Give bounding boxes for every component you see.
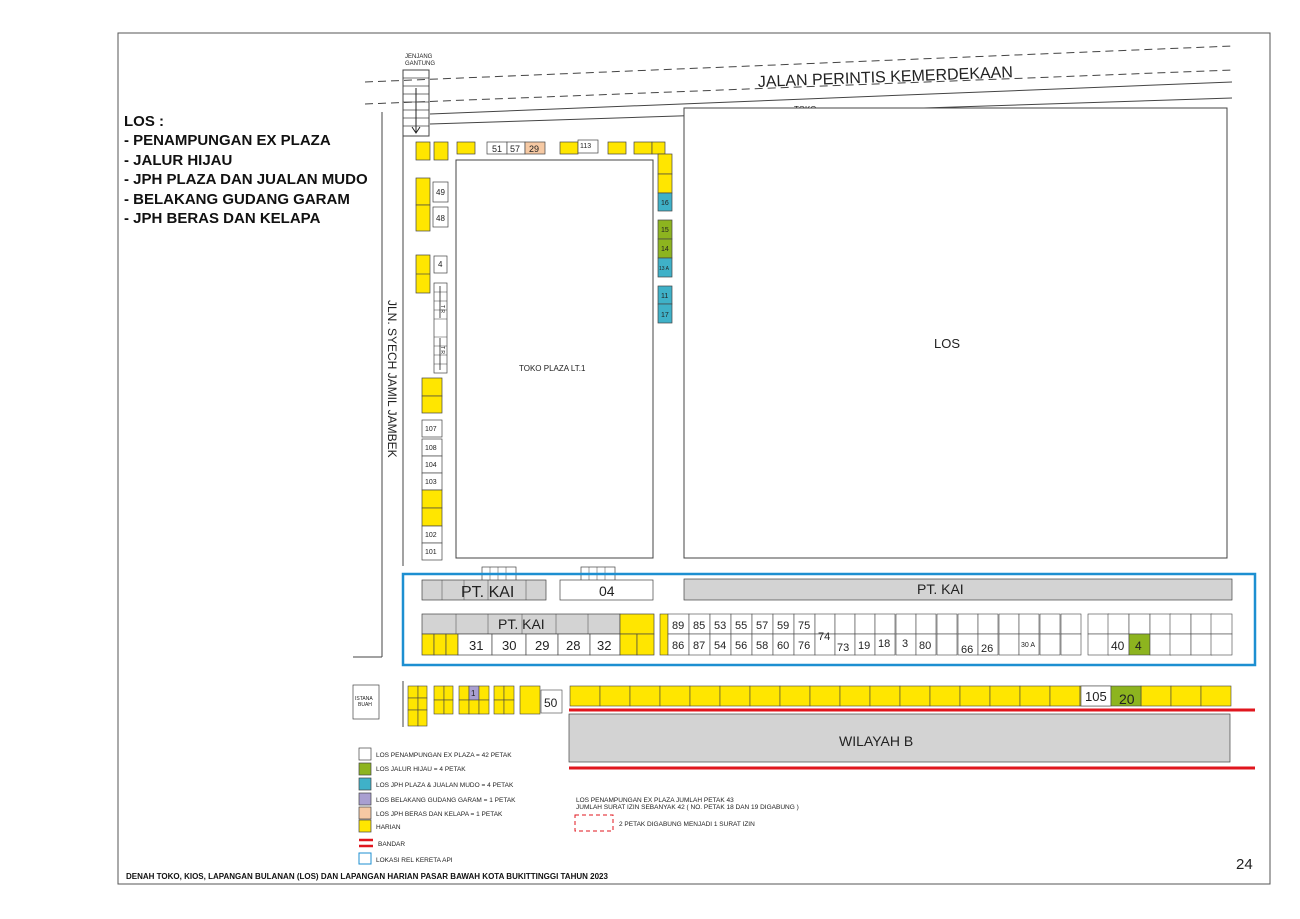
stairs-tr-label-2: T R [439,346,445,354]
pt-kai-label-2: PT. KAI [917,581,964,597]
harian-stall [870,686,900,706]
legend-label-5: LOS JPH BERAS DAN KELAPA = 1 PETAK [376,811,503,818]
stall-cell [1088,614,1109,634]
stall-cell [1040,634,1060,655]
stall-label-17: 17 [661,312,669,319]
stall-label-misc: 30 A [1021,642,1036,649]
stall-cell [1191,614,1212,634]
stall-label-1: 1 [471,689,476,698]
stall-cell [835,614,855,634]
stall-cell [855,614,875,634]
stall-label-misc: 66 [961,644,974,656]
harian-stall [720,686,750,706]
harian-stall [1050,686,1080,706]
stall-label-103: 103 [425,479,437,486]
plaza-right-column [658,154,672,323]
stall-cell [1061,614,1081,634]
stall-label-misc: 3 [902,638,909,650]
note-line-2: JUMLAH SURAT IZIN SEBANYAK 42 ( NO. PETAK 18 DAN 19 DIGABUNG ) [576,804,799,811]
harian-stall [570,686,600,706]
stall-label-lower: 60 [777,640,790,652]
legend-swatch-6 [359,820,371,832]
stall-label-108: 108 [425,445,437,452]
stall-cell [916,614,936,634]
stall-cell [1170,614,1191,634]
stall-cell [999,614,1019,634]
los-item-1: - PENAMPUNGAN EX PLAZA [124,132,331,149]
harian-stall [630,686,660,706]
stairs-tr [434,283,447,373]
legend-swatch-1 [359,748,371,760]
harian-stall [810,686,840,706]
los-heading: LOS : [124,113,164,130]
toko-plaza-block [456,160,653,558]
legend-label-4: LOS BELAKANG GUDANG GARAM = 1 PETAK [376,797,516,804]
legend-label-rel: LOKASI REL KERETA API [376,857,453,864]
stall-cell [958,614,978,634]
stall-label-101: 101 [425,549,437,556]
road-label-syech: JLN. SYECH JAMIL JAMBEK [385,300,399,458]
harian-stall [1171,686,1201,706]
harian-stall [960,686,990,706]
legend-swatch-4 [359,793,371,805]
stall-label-51: 51 [492,144,503,154]
stall-label-misc: 74 [818,631,831,643]
stall-label-113: 113 [580,143,592,150]
stall-label-lower: 87 [693,640,706,652]
stall-label-29: 29 [529,144,540,154]
note-line-1: LOS PENAMPUNGAN EX PLAZA JUMLAH PETAK 43 [576,797,734,804]
stall-cell [875,614,895,634]
stall-cell [1040,614,1060,634]
stall-label-lower: 86 [672,640,685,652]
harian-stall [780,686,810,706]
toko-plaza-label: TOKO PLAZA LT.1 [519,364,586,373]
stall-label-04: 04 [599,583,615,599]
stall-label-lower: 76 [798,640,811,652]
stall-label-30: 30 [502,638,517,653]
legend-swatch-3 [359,778,371,790]
stall-label-lower: 54 [714,640,727,652]
stall-cell [937,634,957,655]
harian-stall [660,686,690,706]
road-label-perintis: JALAN PERINTIS KEMERDEKAAN [757,64,1014,91]
stall-label-upper: 59 [777,620,790,632]
stall-label-49: 49 [436,188,445,197]
plaza-left-column [416,178,448,560]
stall-label-31: 31 [469,638,484,653]
stall-label-50: 50 [544,696,558,710]
harian-stall [600,686,630,706]
stall-label-misc: 80 [919,640,932,652]
stall-cell [1129,614,1150,634]
stall-label-11: 11 [661,293,669,300]
los-item-4: - BELAKANG GUDANG GARAM [124,191,350,208]
harian-stall [690,686,720,706]
stall-label-4-left: 4 [438,260,443,269]
stall-label-28: 28 [566,638,581,653]
stall-cell [1150,634,1171,655]
harian-stall [840,686,870,706]
stall-cell [978,614,998,634]
stall-cell [1088,634,1109,655]
pt-kai-label-3: PT. KAI [498,616,545,632]
row-right-stalls [660,614,1232,656]
wilayah-b-label: WILAYAH B [839,733,914,749]
stall-label-upper: 57 [756,620,769,632]
stall-label-upper: 55 [735,620,748,632]
road-jln-syech [353,112,403,657]
stall-label-14: 14 [661,246,669,253]
stall-label-lower: 56 [735,640,748,652]
stall-label-20: 20 [1119,691,1135,707]
stall-cell [1211,614,1232,634]
page-number: 24 [1236,856,1253,873]
istana-label-1: ISTANA [355,696,373,702]
stall-label-upper: 53 [714,620,727,632]
stall-label-13a: 13 A [659,266,670,272]
pt-kai-label-1: PT. KAI [461,584,515,601]
stall-label-29-row: 29 [535,638,550,653]
row-mid-stalls [422,614,654,655]
stall-label-misc: 26 [981,643,994,655]
stall-label-105: 105 [1085,689,1107,704]
los-label: LOS [934,336,961,351]
merged-petak-swatch [575,815,613,831]
stall-cell [999,634,1019,655]
footer-title: DENAH TOKO, KIOS, LAPANGAN BULANAN (LOS) DAN LAPANGAN HARIAN PASAR BAWAH KOTA BUKITTINGGI TAHUN 2023 [126,872,608,881]
legend-swatch-2 [359,763,371,775]
jenjang-label-2: GANTUNG [405,61,435,67]
stall-cell [1150,614,1171,634]
harian-stall [1020,686,1050,706]
stall-label-upper: 89 [672,620,685,632]
stall-label-15: 15 [661,227,669,234]
los-item-2: - JALUR HIJAU [124,152,233,169]
stall-label-4-green: 4 [1135,639,1142,653]
top-row-stalls [416,140,665,160]
istana-label-2: BUAH [358,702,372,708]
stall-label-40: 40 [1111,639,1125,653]
harian-stall [990,686,1020,706]
stall-cell [1061,634,1081,655]
harian-stall [930,686,960,706]
note-line-3: 2 PETAK DIGABUNG MENJADI 1 SURAT IZIN [619,821,755,828]
stall-cell [1170,634,1191,655]
bottom-left-stalls [408,686,562,726]
stall-cell [896,614,916,634]
legend-label-3: LOS JPH PLAZA & JUALAN MUDO = 4 PETAK [376,782,514,789]
legend-label-2: LOS JALUR HIJAU = 4 PETAK [376,766,466,773]
stall-label-57: 57 [510,144,521,154]
stall-cell [1019,614,1039,634]
stall-label-misc: 18 [878,638,891,650]
stall-label-104: 104 [425,462,437,469]
stall-label-lower: 58 [756,640,769,652]
harian-stall [900,686,930,706]
harian-stall [1201,686,1231,706]
harian-stall [750,686,780,706]
legend-label-6: HARIAN [376,824,401,831]
legend [359,748,516,864]
stairs-tr-label-1: T R [439,305,445,313]
stall-label-102: 102 [425,532,437,539]
stall-cell [937,614,957,634]
stall-label-misc: 73 [837,642,850,654]
harian-stall [1141,686,1171,706]
stall-label-107: 107 [425,426,437,433]
stall-label-32: 32 [597,638,612,653]
stall-label-upper: 75 [798,620,811,632]
stall-label-48: 48 [436,214,445,223]
jenjang-label-1: JENJANG [405,54,433,60]
legend-swatch-rel [359,853,371,864]
los-item-5: - JPH BERAS DAN KELAPA [124,210,321,227]
stall-label-16: 16 [661,200,669,207]
los-item-3: - JPH PLAZA DAN JUALAN MUDO [124,171,368,188]
stall-label-misc: 19 [858,640,871,652]
legend-swatch-5 [359,807,371,819]
legend-label-bandar: BANDAR [378,841,406,848]
stall-cell [1108,614,1129,634]
stall-cell [1211,634,1232,655]
legend-label-1: LOS PENAMPUNGAN EX PLAZA = 42 PETAK [376,752,512,759]
stall-label-upper: 85 [693,620,706,632]
los-block [684,108,1227,558]
stall-cell [1191,634,1212,655]
